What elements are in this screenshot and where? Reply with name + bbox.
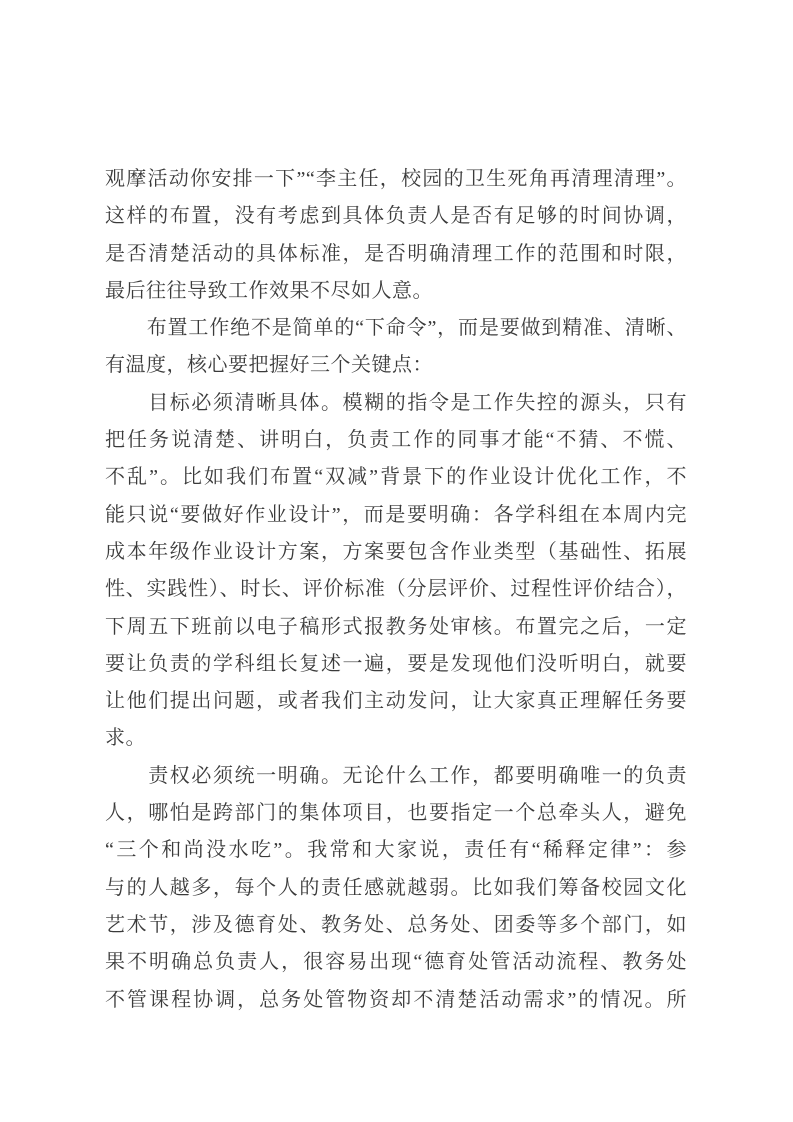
text-line: 性、实践性）、时长、评价标准（分层评价、过程性评价结合）， <box>105 578 687 601</box>
text-line: 是否清楚活动的具体标准，是否明确清理工作的范围和时限， <box>105 242 687 265</box>
text-line: 艺术节，涉及德育处、教务处、总务处、团委等多个部门，如 <box>105 913 687 936</box>
text-line: 布置工作绝不是简单的“下命令”，而是要做到精准、清晰、 <box>105 317 687 340</box>
text-line: 目标必须清晰具体。模糊的指令是工作失控的源头，只有 <box>105 391 687 414</box>
text-line: 与的人越多，每个人的责任感就越弱。比如我们筹备校园文化 <box>105 876 687 899</box>
text-line: 人，哪怕是跨部门的集体项目，也要指定一个总牵头人，避免 <box>105 802 687 825</box>
text-line: 下周五下班前以电子稿形式报教务处审核。布置完之后，一定 <box>105 615 687 638</box>
text-line: 观摩活动你安排一下”“李主任，校园的卫生死角再清理清理”。 <box>105 168 687 190</box>
text-line: 不管课程协调，总务处管物资却不清楚活动需求”的情况。所 <box>105 988 687 1011</box>
text-line: 责权必须统一明确。无论什么工作，都要明确唯一的负责 <box>105 764 687 787</box>
text-line: 有温度，核心要把握好三个关键点： <box>105 354 433 377</box>
text-line: 能只说“要做好作业设计”，而是要明确：各学科组在本周内完 <box>105 503 687 526</box>
document-text-block <box>105 161 687 1019</box>
text-line: 果不明确总负责人，很容易出现“德育处管活动流程、教务处 <box>105 951 687 974</box>
text-line: 不乱”。比如我们布置“双减”背景下的作业设计优化工作，不 <box>105 466 687 489</box>
text-line: “三个和尚没水吃”。我常和大家说，责任有“稀释定律”：参 <box>105 839 687 862</box>
text-line: 让他们提出问题，或者我们主动发问，让大家真正理解任务要 <box>105 690 687 713</box>
text-line: 求。 <box>105 727 146 750</box>
text-line: 把任务说清楚、讲明白，负责工作的同事才能“不猜、不慌、 <box>105 429 687 452</box>
text-line: 最后往往导致工作效果不尽如人意。 <box>105 279 433 302</box>
text-line: 要让负责的学科组长复述一遍，要是发现他们没听明白，就要 <box>105 652 687 675</box>
text-line: 成本年级作业设计方案，方案要包含作业类型（基础性、拓展 <box>105 540 687 563</box>
text-line: 这样的布置，没有考虑到具体负责人是否有足够的时间协调， <box>105 205 687 228</box>
